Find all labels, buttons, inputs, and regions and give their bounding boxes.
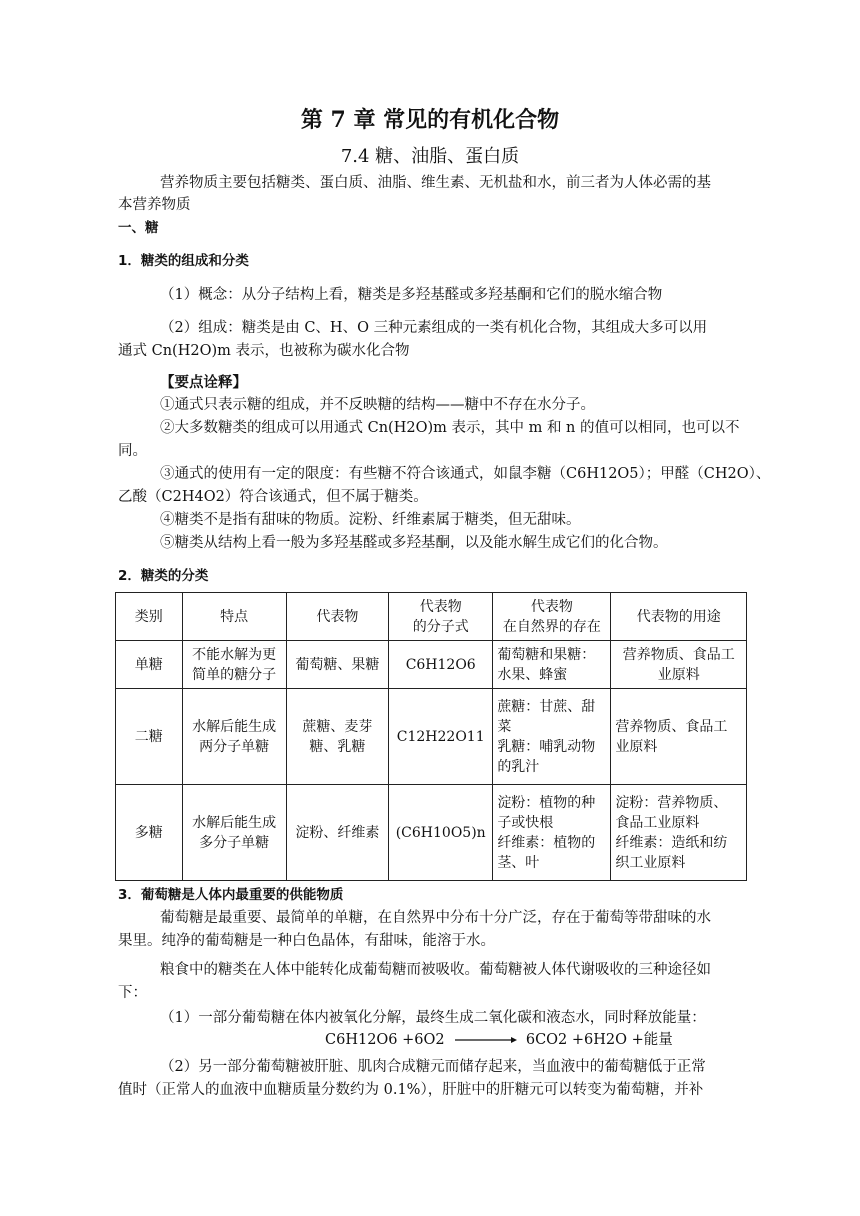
cell-text-line: 代表物 <box>316 608 359 625</box>
table-row <box>116 689 747 785</box>
cell-text-line: 纤维素：造纸和纺 <box>615 834 728 851</box>
cell-text-line: 纤维素：植物的 <box>497 834 596 851</box>
sub1-heading: 1．糖类的组成和分类 <box>118 253 249 269</box>
cell-text-line: 水解后能生成 <box>192 718 277 735</box>
table-header-row <box>116 593 747 641</box>
concept-text: （1）概念：从分子结构上看，糖类是多羟基醛或多羟基酮和它们的脱水缩合物 <box>160 287 663 303</box>
cell-text-line: 单糖 <box>134 656 163 673</box>
cell-text-line: 蔗糖：甘蔗、甜 <box>497 698 596 715</box>
table-cell <box>116 785 183 881</box>
cell-text-line: 水果、蜂蜜 <box>497 666 568 683</box>
cell-text-line: 乳糖：哺乳动物 <box>497 738 596 755</box>
key-point-1: ①通式只表示糖的组成，并不反映糖的结构——糖中不存在水分子。 <box>160 397 595 413</box>
table-cell <box>286 689 388 785</box>
cell-text-line: 的分子式 <box>412 618 469 635</box>
key-point-5: ⑤糖类从结构上看一般为多羟基醛或多羟基酮，以及能水解生成它们的化合物。 <box>160 535 668 551</box>
cell-text-line: 代表物 <box>530 598 573 615</box>
table-cell <box>611 689 747 785</box>
cell-text-line: 葡萄糖和果糖： <box>497 646 596 663</box>
cell-text-line: 菜 <box>497 718 512 735</box>
table-header-cell <box>182 593 286 641</box>
table-cell <box>182 641 286 689</box>
key-point-4: ④糖类不是指有甜味的物质。淀粉、纤维素属于糖类，但无甜味。 <box>160 512 581 528</box>
glucose-p4-line-2: 值时（正常人的血液中血糖质量分数约为 0.1%），肝脏中的肝糖元可以转变为葡萄糖，并补 <box>118 1082 704 1098</box>
glucose-p1-line-1: 葡萄糖是最重要、最简单的单糖，在自然界中分布十分广泛，存在于葡萄等带甜味的水 <box>160 910 711 926</box>
cell-text-line: 糖、乳糖 <box>309 738 366 755</box>
table-cell <box>116 641 183 689</box>
cell-text-line: 水解后能生成 <box>192 814 277 831</box>
table-cell <box>182 785 286 881</box>
cell-text-line: 茎、叶 <box>497 854 540 871</box>
table-cell <box>611 641 747 689</box>
cell-text-line: (C6H10O5)n <box>395 824 486 841</box>
cell-text-line: 淀粉、纤维素 <box>295 824 380 841</box>
composition-line-2: 通式 Cn(H2O)m 表示，也被称为碳水化合物 <box>118 343 410 359</box>
glucose-p2-line-2: 下： <box>118 985 147 1001</box>
cell-text-line: 特点 <box>220 608 249 625</box>
glucose-p4-line-1: （2）另一部分葡萄糖被肝脏、肌肉合成糖元而储存起来，当血液中的葡萄糖低于正常 <box>160 1059 706 1075</box>
table-row <box>116 785 747 881</box>
cell-text-line: 淀粉：植物的种 <box>497 794 596 811</box>
cell-text-line: 简单的糖分子 <box>192 666 277 683</box>
cell-text-line: 子或快根 <box>497 814 554 831</box>
equation-right: 6CO2 +6H2O +能量 <box>525 1032 673 1048</box>
part1-heading: 一、糖 <box>118 220 159 236</box>
composition-line-1: （2）组成：糖类是由 C、H、O 三种元素组成的一类有机化合物，其组成大多可以用 <box>160 320 708 336</box>
reaction-arrow-icon <box>453 1035 517 1045</box>
cell-text-line: 在自然界的存在 <box>502 618 601 635</box>
chapter-title: 第 7 章 常见的有机化合物 <box>300 107 560 133</box>
table-header-cell <box>116 593 183 641</box>
cell-text-line: C6H12O6 <box>405 656 476 673</box>
sub3-heading: 3．葡萄糖是人体内最重要的供能物质 <box>118 887 344 903</box>
cell-text-line: 代表物 <box>419 598 462 615</box>
key-points-heading: 【要点诠释】 <box>160 374 247 391</box>
table-cell <box>286 785 388 881</box>
table-cell <box>286 641 388 689</box>
cell-text-line: 织工业原料 <box>615 854 686 871</box>
key-point-3-line-1: ③通式的使用有一定的限度：有些糖不符合该通式，如鼠李糖（C6H12O5）；甲醛（CH2O）、 <box>160 466 771 482</box>
cell-text-line: 食品工业原料 <box>615 814 700 831</box>
table-cell <box>116 689 183 785</box>
cell-text-line: C12H22O11 <box>396 728 485 745</box>
table-cell <box>182 689 286 785</box>
glucose-p1-line-2: 果里。纯净的葡萄糖是一种白色晶体，有甜味，能溶于水。 <box>118 933 495 949</box>
cell-text-line: 多糖 <box>134 824 163 841</box>
table-cell <box>493 785 611 881</box>
table-cell <box>389 641 493 689</box>
cell-text-line: 两分子单糖 <box>199 738 270 755</box>
cell-text-line: 业原料 <box>657 666 700 683</box>
cell-text-line: 类别 <box>134 608 163 625</box>
key-point-2-line-1: ②大多数糖类的组成可以用通式 Cn(H2O)m 表示，其中 m 和 n 的值可以相同，也可以不 <box>160 420 740 436</box>
table-cell <box>611 785 747 881</box>
cell-text-line: 葡萄糖、果糖 <box>295 656 380 673</box>
glucose-p2-line-1: 粮食中的糖类在人体中能转化成葡萄糖而被吸收。葡萄糖被人体代谢吸收的三种途径如 <box>160 962 711 978</box>
cell-text-line: 营养物质、食品工 <box>615 718 728 735</box>
table-header-cell <box>493 593 611 641</box>
cell-text-line: 不能水解为更 <box>192 646 277 663</box>
cell-text-line: 营养物质、食品工 <box>622 646 735 663</box>
table-header-cell <box>389 593 493 641</box>
table-header-cell <box>286 593 388 641</box>
table-cell <box>493 689 611 785</box>
table-cell <box>389 689 493 785</box>
sugar-classification-table <box>115 592 747 881</box>
key-point-2-line-2: 同。 <box>118 443 147 459</box>
cell-text-line: 淀粉：营养物质、 <box>615 794 728 811</box>
cell-text-line: 二糖 <box>134 728 163 745</box>
section-title: 7.4 糖、油脂、蛋白质 <box>340 146 520 167</box>
glucose-p3: （1）一部分葡萄糖在体内被氧化分解，最终生成二氧化碳和液态水，同时释放能量： <box>160 1010 706 1026</box>
table-cell <box>389 785 493 881</box>
reaction-equation <box>325 1030 673 1050</box>
cell-text-line: 蔗糖、麦芽 <box>302 718 373 735</box>
cell-text-line: 代表物的用途 <box>636 608 721 625</box>
cell-text-line: 的乳汁 <box>497 758 540 775</box>
sub2-heading: 2．糖类的分类 <box>118 568 209 584</box>
table-header-cell <box>611 593 747 641</box>
cell-text-line: 多分子单糖 <box>199 834 270 851</box>
key-point-3-line-2: 乙酸（C2H4O2）符合该通式，但不属于糖类。 <box>118 489 428 505</box>
table-cell <box>493 641 611 689</box>
table-row <box>116 641 747 689</box>
intro-line-2: 本营养物质 <box>118 197 191 213</box>
intro-line-1: 营养物质主要包括糖类、蛋白质、油脂、维生素、无机盐和水，前三者为人体必需的基 <box>160 175 711 191</box>
cell-text-line: 业原料 <box>615 738 658 755</box>
equation-left: C6H12O6 +6O2 <box>325 1032 445 1048</box>
